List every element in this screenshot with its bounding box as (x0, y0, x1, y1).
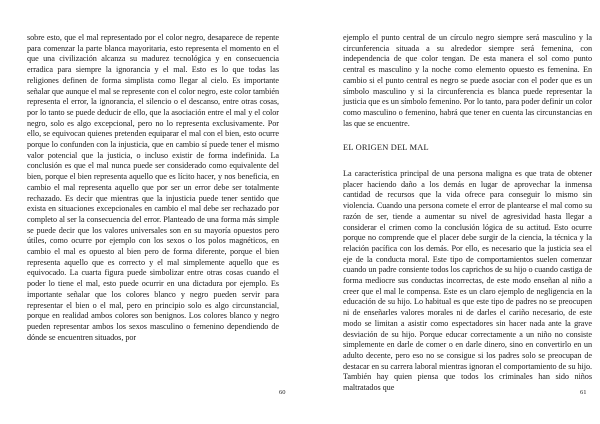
left-page-number: 60 (279, 389, 286, 396)
left-page-paragraph-1: sobre esto, que el mal representado por el color negro, desaparece de repente para comenzar la parte blanca mayoritaria, esto representa el momento en el que una civilización alcanza su madurez tecnológica y en consecuencia erradica para siempre la ignorancia y el mal. Esto es lo que todas las religiones definen de forma simplista como llegar al cielo. Es importante señalar que aunque el mal se represente con el color negro, este color también representa el error, la ignorancia, el silencio o el descanso, entre otras cosas, por lo tanto se puede deducir de ello, que la asociación entre el mal y el color negro, solo es algo excepcional, pero no lo representa exclusivamente. Por ello, se equivocan quienes pretenden equiparar el mal con el bien, esto ocurre porque lo confunden con la injusticia, que en cambio sí puede tener el mismo valor potencial que la justicia, o incluso existir de forma indefinida. La conclusión es que el mal nunca puede ser considerado como equivalente del bien, porque el bien representa aquello que es lícito hacer, y nos beneficia, en cambio el mal representa aquello que por ser un error debe ser totalmente rechazado. Es decir que mientras que la injusticia puede tener sentido que exista en situaciones excepcionales en cambio el mal debe ser rechazado por completo al ser la consecuencia del error. Planteado de una forma más simple se puede decir que los valores universales son en su mayoría opuestos pero útiles, como ocurre por ejemplo con los sexos o los polos magnéticos, en cambio el mal es opuesto al bien pero de forma diferente, porque el bien representa aquello que es correcto y el mal simplemente aquello que es equivocado. La cuarta figura puede simbolizar entre otras cosas cuando el poder lo tiene el mal, esto puede ocurrir en una dictadura por ejemplo. Es importante señalar que los colores blanco y negro pueden servir para representar el bien o el mal, pero en principio solo es algo circunstancial, porque en realidad ambos colores son benignos. Los colores blanco y negro pueden representar ambos los sexos masculino o femenino dependiendo de dónde se encuentren situados, por (27, 33, 279, 342)
section-heading: EL ORIGEN DEL MAL (343, 143, 429, 153)
left-page-text-column (27, 33, 279, 343)
right-page-number: 61 (580, 389, 587, 396)
right-page (300, 0, 600, 424)
right-page-text-column (343, 33, 592, 394)
right-page-paragraph-2: La característica principal de una persona maligna es que trata de obtener placer haciendo daño a los demás en lugar de aprovechar la inmensa cantidad de recursos que la vida ofrece para conseguir lo mismo sin violencia. Cuando una persona comete el error de plantearse el mal como su razón de ser, tiende a aumentar su nivel de agresividad hasta llegar a considerar el crimen como la conclusión lógica de su actitud. Esto ocurre porque no comprende que el placer debe surgir de la ciencia, la técnica y la relación pacífica con los demás. Por ello, es necesario que la justicia sea el eje de la conducta moral. Este tipo de comportamientos suelen comenzar cuando un padre consiente todos los caprichos de su hijo o cuando castiga de forma mediocre sus conductas incorrectas, de este modo enseñan al niño a creer que el mal le compensa. Este es un claro ejemplo de negligencia en la educación de su hijo. Lo habitual es que este tipo de padres no se preocupen ni de enseñarles valores morales ni de darles el cariño necesario, de este modo se limitan a asistir como espectadores sin hacer nada ante la grave desviación de su hijo. Porque educar correctamente a un niño no consiste simplemente en darle de comer o en darle dinero, sino en convertirlo en un adulto decente, pero eso no se consigue si los padres solo se preocupan de destacar en su carrera laboral mientras ignoran el comportamiento de su hijo. También hay quien piensa que todos los criminales han sido niños maltratados que (343, 169, 592, 393)
right-page-paragraph-1: ejemplo el punto central de un círculo negro siempre será masculino y la circunferencia situada a su alrededor siempre será femenina, con independencia de que color tengan. De esta manera el sol como punto central es masculino y la noche como elemento opuesto es femenina. En cambio si el punto central es negro se puede asociar con el poder que es un símbolo masculino y si la circunferencia es blanca puede representar la justicia que es un símbolo femenino. Por lo tanto, para poder definir un color como masculino o femenino, habrá que tener en cuenta las circunstancias en las que se encuentre. (343, 33, 592, 128)
